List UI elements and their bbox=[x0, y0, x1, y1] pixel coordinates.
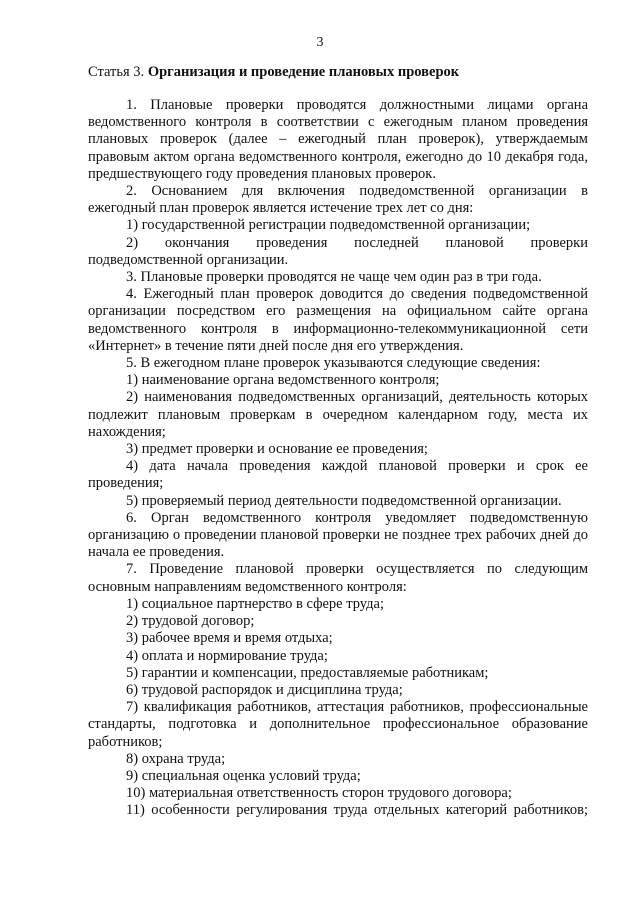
paragraph: 10) материальная ответственность сторон трудового договора; bbox=[126, 785, 512, 802]
paragraph: 1) социальное партнерство в сфере труда; bbox=[126, 595, 384, 612]
paragraph: 9) специальная оценка условий труда; bbox=[126, 767, 361, 784]
paragraph: 5. В ежегодном плане проверок указываются следующие сведения: bbox=[126, 355, 541, 372]
paragraph: 4) дата начала проведения каждой плановой проверки и срок ее проведения; bbox=[88, 458, 588, 492]
paragraph: 11) особенности регулирования труда отдельных категорий работников; bbox=[126, 802, 588, 819]
paragraph: 1) наименование органа ведомственного контроля; bbox=[126, 372, 440, 389]
paragraph: 2) наименования подведомственных организаций, деятельность которых подлежит плановым проверкам в очередном календарном году, места их нахождения; bbox=[88, 389, 588, 440]
paragraph: 5) проверяемый период деятельности подведомственной организации. bbox=[126, 492, 562, 509]
paragraph: 2) трудовой договор; bbox=[126, 613, 255, 630]
paragraph: 3. Плановые проверки проводятся не чаще чем один раз в три года. bbox=[126, 269, 542, 286]
article-label: Статья 3. bbox=[88, 64, 148, 80]
paragraph: 6) трудовой распорядок и дисциплина труда; bbox=[126, 681, 403, 698]
article-heading bbox=[88, 64, 588, 81]
paragraph: 4. Ежегодный план проверок доводится до сведения подведомственной организации посредством его размещения на официальном сайте органа ведомственного контроля в информационно-телекоммуникационной сети «Интернет» в течение пяти дней после дня его утверждения. bbox=[88, 286, 588, 354]
paragraph: 5) гарантии и компенсации, предоставляемые работникам; bbox=[126, 664, 489, 681]
paragraph: 7) квалификация работников, аттестация работников, профессиональные стандарты, подготовка и дополнительное профессиональное образование работников; bbox=[88, 699, 588, 750]
paragraph: 7. Проведение плановой проверки осуществляется по следующим основным направлениям ведомственного контроля: bbox=[88, 561, 588, 595]
paragraph: 6. Орган ведомственного контроля уведомляет подведомственную организацию о проведении плановой проверки не позднее трех рабочих дней до начала ее проведения. bbox=[88, 509, 588, 561]
article-body bbox=[88, 97, 588, 820]
paragraph: 4) оплата и нормирование труда; bbox=[126, 647, 328, 664]
article-title: Организация и проведение плановых проверок bbox=[147, 64, 460, 80]
paragraph: 1) государственной регистрации подведомственной организации; bbox=[126, 217, 531, 234]
paragraph: 3) предмет проверки и основание ее проведения; bbox=[126, 441, 428, 458]
page-number: 3 bbox=[316, 35, 324, 50]
paragraph: 2. Основанием для включения подведомственной организации в ежегодный план проверок является истечение трех лет со дня: bbox=[88, 183, 588, 217]
paragraph: 2) окончания проведения последней плановой проверки подведомственной организации. bbox=[88, 234, 588, 268]
paragraph: 1. Плановые проверки проводятся должностными лицами органа ведомственного контроля в соответствии с ежегодным планом проведения плановых проверок (далее – ежегодный план проверок), утверждаемым правовым актом органа ведомственного контроля, ежегодно до 10 декабря года, предшествующего году проведения плановых проверок. bbox=[88, 97, 588, 182]
paragraph: 3) рабочее время и время отдыха; bbox=[126, 630, 333, 647]
paragraph: 8) охрана труда; bbox=[126, 750, 226, 767]
